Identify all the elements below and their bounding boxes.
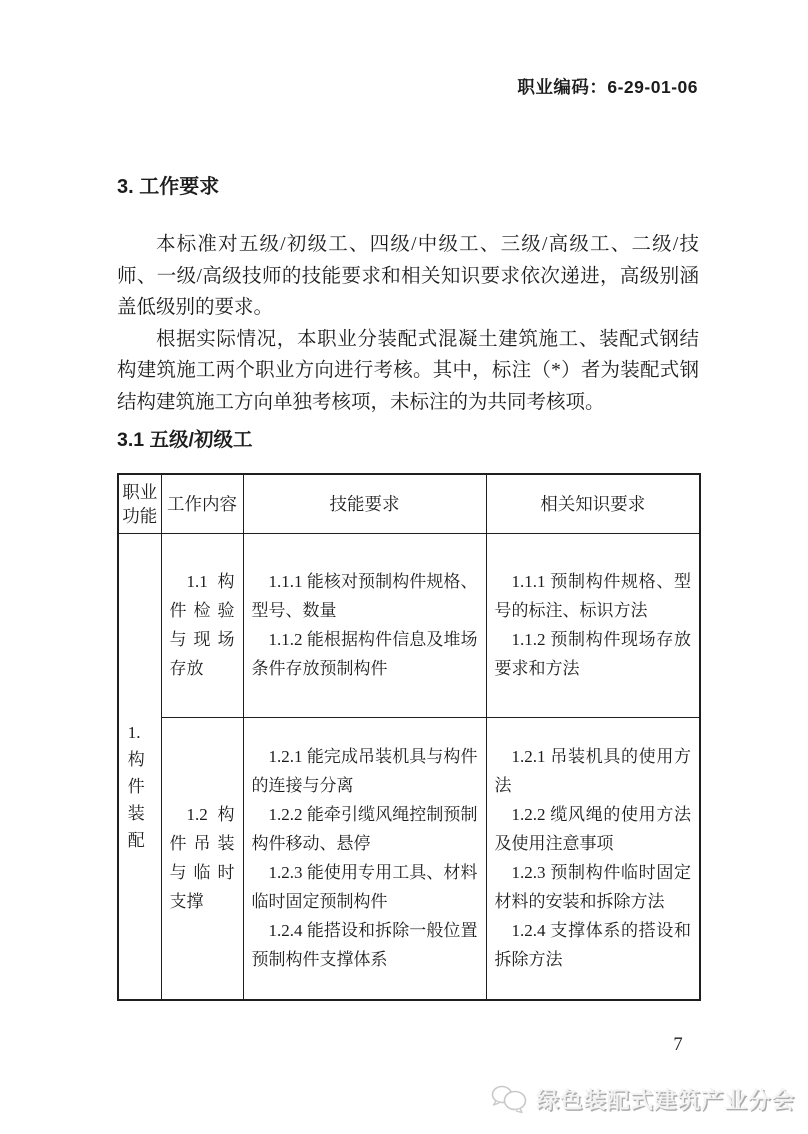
knowledge-item: 1.2.2 缆风绳的使用方法及使用注意事项	[494, 805, 691, 854]
knowledge-item: 1.2.3 预制构件临时固定材料的安装和拆除方法	[494, 863, 691, 912]
col-header-function: 职业功能	[118, 474, 161, 533]
knowledge-item: 1.1.1 预制构件规格、型号的标注、标识方法	[494, 572, 691, 620]
intro-paragraphs	[117, 229, 699, 418]
work-content-label: 1.1 构件检验与现场存放	[169, 572, 235, 678]
occupation-code: 职业编码：6-29-01-06	[517, 77, 698, 97]
subsection-title: 3.1 五级/初级工	[117, 429, 253, 451]
skill-item: 1.2.4 能搭设和拆除一般位置预制构件支撑体系	[251, 921, 478, 970]
section-title: 3. 工作要求	[117, 176, 220, 198]
function-group-cell	[118, 533, 161, 1000]
skill-item: 1.2.1 能完成吊装机具与构件的连接与分离	[251, 747, 478, 796]
table-row	[118, 533, 700, 717]
knowledge-item: 1.2.4 支撑体系的搭设和拆除方法	[494, 921, 691, 970]
skill-item: 1.1.2 能根据构件信息及堆场条件存放预制构件	[251, 630, 478, 678]
table-header-row	[118, 474, 700, 533]
knowledge-item: 1.1.2 预制构件现场存放要求和方法	[494, 630, 691, 678]
skill-cell	[243, 717, 486, 1000]
col-header-skill: 技能要求	[243, 474, 486, 533]
skill-cell	[243, 533, 486, 717]
knowledge-cell	[486, 717, 700, 1000]
col-header-knowledge: 相关知识要求	[486, 474, 700, 533]
work-content-cell	[161, 717, 243, 1000]
paragraph-levels: 本标准对五级/初级工、四级/中级工、三级/高级工、二级/技师、一级/高级技师的技能要求和相关知识要求依次递进，高级别涵盖低级别的要求。	[117, 234, 699, 318]
page-number: 7	[673, 1035, 683, 1055]
work-content-label: 1.2 构件吊装与临时支撑	[169, 805, 235, 912]
function-group-label: 1. 构件装配	[127, 722, 145, 850]
skill-item: 1.2.2 能牵引缆风绳控制预制构件移动、悬停	[251, 805, 478, 854]
knowledge-cell	[486, 533, 700, 717]
paragraph-directions: 根据实际情况，本职业分装配式混凝土建筑施工、装配式钢结构建筑施工两个职业方向进行考核。其中，标注（*）者为装配式钢结构建筑施工方向单独考核项，未标注的为共同考核项。	[117, 328, 699, 413]
footer-watermark	[489, 1083, 795, 1115]
footer-watermark-text: 绿色装配式建筑产业分会	[536, 1088, 795, 1113]
work-content-cell	[161, 533, 243, 717]
knowledge-item: 1.2.1 吊装机具的使用方法	[494, 747, 691, 796]
requirements-table	[117, 473, 701, 1001]
col-header-work-content: 工作内容	[161, 474, 243, 533]
skill-item: 1.2.3 能使用专用工具、材料临时固定预制构件	[251, 863, 478, 912]
table-row	[118, 717, 700, 1000]
skill-item: 1.1.1 能核对预制构件规格、型号、数量	[251, 572, 478, 620]
association-logo-icon	[489, 1084, 529, 1114]
